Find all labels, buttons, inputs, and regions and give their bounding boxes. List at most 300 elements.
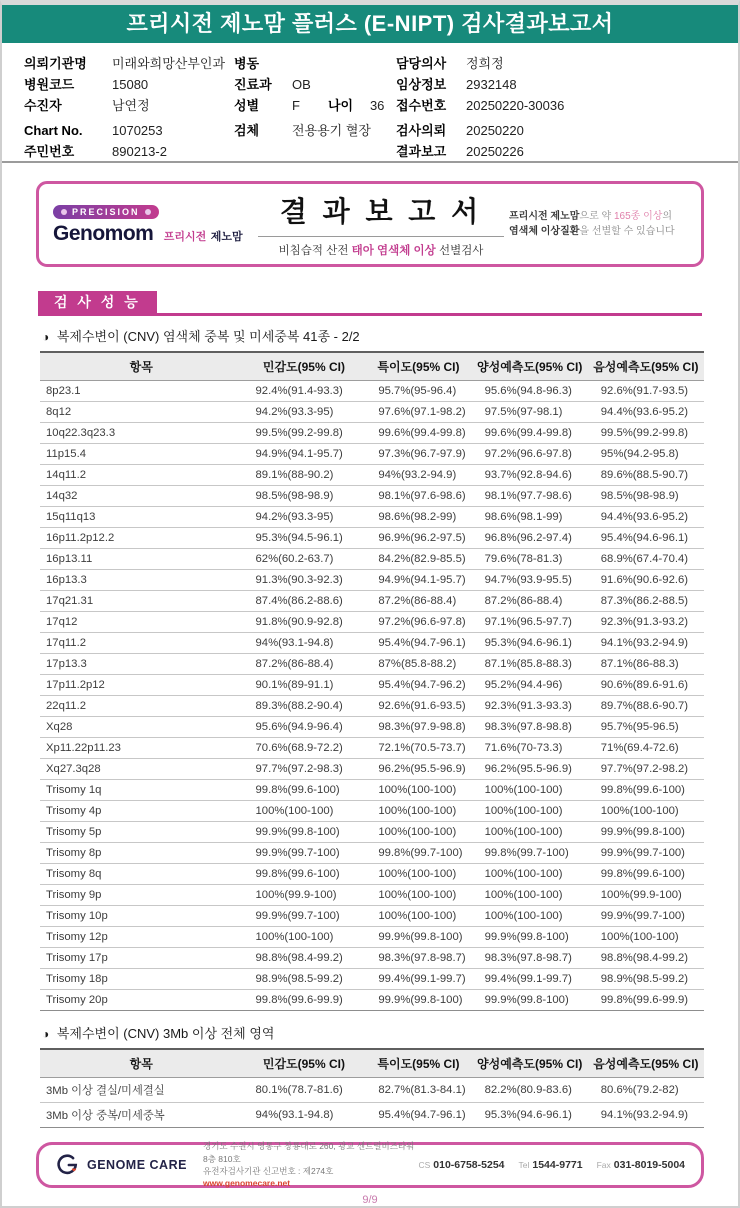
row-value: 94.4%(93.6-95.2)	[588, 507, 704, 528]
field-label: 접수번호	[396, 98, 447, 113]
row-value: 98.1%(97.6-98.6)	[365, 486, 471, 507]
table-row	[40, 927, 704, 948]
table-row	[40, 738, 704, 759]
table-row	[40, 759, 704, 780]
row-value: 68.9%(67.4-70.4)	[588, 549, 704, 570]
website-link[interactable]: www.genomecare.net	[203, 1178, 291, 1189]
report-title-banner	[2, 5, 738, 43]
table-row	[40, 423, 704, 444]
field-label: 임상정보	[396, 77, 447, 92]
row-item: Trisomy 5p	[40, 822, 243, 843]
row-value: 70.6%(68.9-72.2)	[243, 738, 366, 759]
table1-caption	[42, 326, 738, 345]
row-value: 100%(100-100)	[243, 927, 366, 948]
half-circle-bullet-icon: ◑	[42, 330, 50, 344]
row-value: 99.6%(99.4-99.8)	[365, 423, 471, 444]
row-value: 87.2%(86-88.4)	[243, 654, 366, 675]
field-label: 결과보고	[396, 144, 447, 159]
row-value: 100%(100-100)	[365, 822, 471, 843]
field-value: 20250220	[466, 123, 524, 138]
table-row	[40, 549, 704, 570]
row-value: 71.6%(70-73.3)	[472, 738, 588, 759]
row-value: 94.1%(93.2-94.9)	[588, 633, 704, 654]
col-header-sensitivity: 민감도(95% CI)	[243, 352, 366, 381]
address-line-1: 경기도 수원시 영통구 창룡대로 260, 광교 센트럴비즈타워 8층 810호	[203, 1141, 415, 1164]
row-value: 96.9%(96.2-97.5)	[365, 528, 471, 549]
col-header-item: 항목	[40, 352, 243, 381]
row-value: 91.3%(90.3-92.3)	[243, 570, 366, 591]
row-value: 98.1%(97.7-98.6)	[472, 486, 588, 507]
row-value: 89.3%(88.2-90.4)	[243, 696, 366, 717]
row-value: 100%(100-100)	[365, 801, 471, 822]
row-item: Trisomy 18p	[40, 969, 243, 990]
table1-caption-text: 복제수변이 (CNV) 염색체 중복 및 미세중복 41종 - 2/2	[56, 329, 360, 344]
row-value: 100%(100-100)	[365, 885, 471, 906]
table-row	[40, 486, 704, 507]
table-row	[40, 843, 704, 864]
table2-caption	[42, 1023, 738, 1042]
row-value: 62%(60.2-63.7)	[243, 549, 366, 570]
field-value: OB	[292, 77, 311, 92]
row-value: 84.2%(82.9-85.5)	[365, 549, 471, 570]
field-value: 20250220-30036	[466, 98, 565, 113]
row-item: 3Mb 이상 결실/미세결실	[40, 1078, 243, 1103]
row-value: 99.4%(99.1-99.7)	[365, 969, 471, 990]
row-value: 99.8%(99.6-100)	[243, 780, 366, 801]
row-value: 99.9%(99.8-100)	[243, 822, 366, 843]
row-value: 95.6%(94.9-96.4)	[243, 717, 366, 738]
row-value: 98.9%(98.5-99.2)	[243, 969, 366, 990]
cs-label: CS	[418, 1160, 431, 1170]
table-row	[40, 801, 704, 822]
note-line-1	[509, 209, 687, 225]
row-item: Xp11.22p11.23	[40, 738, 243, 759]
row-value: 87.1%(85.8-88.3)	[472, 654, 588, 675]
row-value: 94.2%(93.3-95)	[243, 507, 366, 528]
patient-info-col-3	[396, 54, 564, 163]
table-row	[40, 444, 704, 465]
row-item: 10q22.3q23.3	[40, 423, 243, 444]
table-row	[40, 465, 704, 486]
col-header-item: 항목	[40, 1049, 243, 1078]
result-report-title-block	[253, 190, 509, 258]
table-row	[40, 1078, 704, 1103]
patient-info-col-2	[234, 54, 384, 142]
col-header-ppv: 양성예측도(95% CI)	[472, 352, 588, 381]
genome-care-logo-icon	[55, 1153, 81, 1177]
field-patient-name	[24, 96, 225, 116]
field-value: 정희정	[466, 56, 504, 71]
row-value: 100%(100-100)	[243, 801, 366, 822]
row-value: 94.2%(93.3-95)	[243, 402, 366, 423]
field-value: 20250226	[466, 144, 524, 159]
row-value: 82.7%(81.3-84.1)	[365, 1078, 471, 1103]
field-clinical-info	[396, 75, 564, 95]
row-value: 98.3%(97.8-98.8)	[472, 717, 588, 738]
row-item: 17p11.2p12	[40, 675, 243, 696]
row-value: 95.4%(94.7-96.1)	[365, 1103, 471, 1128]
row-value: 80.1%(78.7-81.6)	[243, 1078, 366, 1103]
row-value: 94.9%(94.1-95.7)	[243, 444, 366, 465]
brand-line	[53, 222, 253, 246]
badge-dot-icon	[61, 209, 67, 215]
row-value: 99.8%(99.7-100)	[472, 843, 588, 864]
row-value: 100%(100-100)	[472, 885, 588, 906]
field-label: Chart No.	[24, 123, 83, 138]
row-value: 95.2%(94.4-96)	[472, 675, 588, 696]
row-item: 16p13.11	[40, 549, 243, 570]
section-test-performance	[38, 291, 702, 316]
row-value: 99.9%(99.7-100)	[243, 906, 366, 927]
field-value: 미래와희망산부인과	[112, 56, 226, 71]
field-value: 1070253	[112, 123, 163, 138]
row-value: 93.7%(92.8-94.6)	[472, 465, 588, 486]
row-value: 87.2%(86-88.4)	[365, 591, 471, 612]
table-row	[40, 948, 704, 969]
row-value: 97.6%(97.1-98.2)	[365, 402, 471, 423]
brand-kr-genomom: 제노맘	[210, 231, 243, 243]
table-row	[40, 402, 704, 423]
row-value: 100%(100-100)	[472, 780, 588, 801]
row-value: 94%(93.1-94.8)	[243, 1103, 366, 1128]
row-value: 94%(93.1-94.8)	[243, 633, 366, 654]
row-value: 95.3%(94.6-96.1)	[472, 633, 588, 654]
field-value: 전용용기 혈장	[292, 123, 371, 138]
result-report-title: 결 과 보 고 서	[258, 190, 504, 237]
field-label: 검사의뢰	[396, 123, 447, 138]
field-receipt-no	[396, 96, 564, 116]
row-value: 87%(85.8-88.2)	[365, 654, 471, 675]
table-row	[40, 696, 704, 717]
row-item: 15q11q13	[40, 507, 243, 528]
screening-note	[509, 209, 687, 240]
field-label: 성별	[234, 98, 260, 113]
row-item: 8q12	[40, 402, 243, 423]
col-header-specificity: 특이도(95% CI)	[365, 352, 471, 381]
row-item: Xq27.3q28	[40, 759, 243, 780]
row-value: 99.8%(99.6-99.9)	[588, 990, 704, 1011]
half-circle-bullet-icon: ◑	[42, 1027, 50, 1041]
footer-contact	[418, 1159, 685, 1171]
table-row	[40, 570, 704, 591]
row-value: 99.9%(99.8-100)	[588, 822, 704, 843]
table-row	[40, 906, 704, 927]
col-header-npv: 음성예측도(95% CI)	[588, 352, 704, 381]
row-value: 90.1%(89-91.1)	[243, 675, 366, 696]
row-value: 98.3%(97.8-98.7)	[472, 948, 588, 969]
row-value: 91.6%(90.6-92.6)	[588, 570, 704, 591]
row-value: 100%(100-100)	[588, 801, 704, 822]
field-label: 수진자	[24, 98, 62, 113]
table2-caption-text: 복제수변이 (CNV) 3Mb 이상 전체 영역	[56, 1026, 275, 1041]
row-value: 87.4%(86.2-88.6)	[243, 591, 366, 612]
field-value: 890213-2	[112, 144, 167, 159]
row-value: 95.4%(94.6-96.1)	[588, 528, 704, 549]
row-value: 95%(94.2-95.8)	[588, 444, 704, 465]
table-row	[40, 717, 704, 738]
row-value: 98.3%(97.8-98.7)	[365, 948, 471, 969]
field-label: 담당의사	[396, 56, 447, 71]
table-header-row	[40, 352, 704, 381]
row-item: 17q21.31	[40, 591, 243, 612]
fax-value: 031-8019-5004	[613, 1159, 685, 1171]
field-ward	[234, 54, 384, 74]
note-brand: 프리시전 제노맘	[509, 210, 580, 222]
row-value: 87.3%(86.2-88.5)	[588, 591, 704, 612]
field-value-age: 36	[369, 98, 385, 113]
precision-badge	[53, 205, 159, 219]
cnv-3mb-region-table	[40, 1048, 704, 1128]
row-value: 100%(100-100)	[588, 927, 704, 948]
row-value: 100%(100-100)	[472, 801, 588, 822]
row-value: 95.7%(95-96.4)	[365, 381, 471, 402]
row-value: 95.4%(94.7-96.2)	[365, 675, 471, 696]
table-row	[40, 591, 704, 612]
row-value: 89.1%(88-90.2)	[243, 465, 366, 486]
row-value: 95.6%(94.8-96.3)	[472, 381, 588, 402]
row-value: 97.5%(97-98.1)	[472, 402, 588, 423]
field-label-age: 나이	[327, 98, 354, 113]
note-mid: 으로 약	[579, 210, 614, 222]
row-value: 98.8%(98.4-99.2)	[243, 948, 366, 969]
row-value: 100%(100-100)	[472, 822, 588, 843]
row-item: 14q11.2	[40, 465, 243, 486]
field-value: F	[292, 98, 300, 113]
table-header-row	[40, 1049, 704, 1078]
field-label: 주민번호	[24, 144, 75, 159]
row-value: 98.5%(98-98.9)	[588, 486, 704, 507]
row-value: 97.1%(96.5-97.7)	[472, 612, 588, 633]
row-item: 16p11.2p12.2	[40, 528, 243, 549]
row-value: 98.9%(98.5-99.2)	[588, 969, 704, 990]
badge-label: PRECISION	[72, 207, 140, 217]
row-value: 94.1%(93.2-94.9)	[588, 1103, 704, 1128]
table-row	[40, 822, 704, 843]
table-row	[40, 864, 704, 885]
row-value: 97.7%(97.2-98.3)	[243, 759, 366, 780]
table-row	[40, 612, 704, 633]
row-value: 92.6%(91.7-93.5)	[588, 381, 704, 402]
section-title-tab: 검 사 성 능	[38, 291, 157, 313]
field-label: 진료과	[234, 77, 272, 92]
row-item: Trisomy 20p	[40, 990, 243, 1011]
genome-care-logo	[55, 1153, 203, 1177]
table-row	[40, 528, 704, 549]
table-row	[40, 381, 704, 402]
row-value: 98.6%(98.2-99)	[365, 507, 471, 528]
row-value: 99.5%(99.2-99.8)	[243, 423, 366, 444]
row-item: 11p15.4	[40, 444, 243, 465]
note-disease: 염색체 이상질환	[509, 226, 580, 237]
row-value: 98.5%(98-98.9)	[243, 486, 366, 507]
footer	[36, 1142, 704, 1188]
tel-value: 1544-9771	[532, 1159, 583, 1171]
row-value: 99.8%(99.6-100)	[588, 864, 704, 885]
field-label: 의뢰기관명	[24, 56, 87, 71]
row-value: 96.8%(96.2-97.4)	[472, 528, 588, 549]
row-value: 92.3%(91.3-93.2)	[588, 612, 704, 633]
address-line-2: 유전자검사기관 신고번호 : 제274호	[203, 1166, 334, 1176]
field-doctor	[396, 54, 564, 74]
table-row	[40, 675, 704, 696]
row-value: 92.3%(91.3-93.3)	[472, 696, 588, 717]
row-value: 98.6%(98.1-99)	[472, 507, 588, 528]
row-value: 89.6%(88.5-90.7)	[588, 465, 704, 486]
subtitle-pre: 비침습적 산전	[278, 245, 352, 257]
row-value: 94.4%(93.6-95.2)	[588, 402, 704, 423]
row-item: 14q32	[40, 486, 243, 507]
field-chart-no	[24, 121, 225, 141]
field-order-date	[396, 121, 564, 141]
row-item: Trisomy 1q	[40, 780, 243, 801]
row-value: 100%(99.9-100)	[588, 885, 704, 906]
row-value: 100%(100-100)	[472, 864, 588, 885]
row-value: 100%(100-100)	[365, 864, 471, 885]
patient-info-section	[2, 45, 738, 163]
row-value: 87.2%(86-88.4)	[472, 591, 588, 612]
row-value: 97.2%(96.6-97.8)	[365, 612, 471, 633]
table-row	[40, 507, 704, 528]
row-value: 97.3%(96.7-97.9)	[365, 444, 471, 465]
row-item: Trisomy 17p	[40, 948, 243, 969]
row-value: 100%(100-100)	[365, 780, 471, 801]
row-value: 99.9%(99.8-100)	[365, 927, 471, 948]
table-row	[40, 990, 704, 1011]
row-value: 99.8%(99.6-99.9)	[243, 990, 366, 1011]
row-value: 99.9%(99.7-100)	[588, 906, 704, 927]
note-end2: 을 선별할 수 있습니다	[579, 226, 675, 237]
field-label: 검체	[234, 123, 260, 138]
row-value: 82.2%(80.9-83.6)	[472, 1078, 588, 1103]
row-value: 95.7%(95-96.5)	[588, 717, 704, 738]
subtitle-highlight: 태아 염색체 이상	[351, 245, 436, 257]
row-item: 17p13.3	[40, 654, 243, 675]
row-value: 94.7%(93.9-95.5)	[472, 570, 588, 591]
subtitle-post: 선별검사	[435, 245, 484, 257]
row-value: 99.9%(99.8-100)	[472, 927, 588, 948]
brand-kr-precision: 프리시전	[163, 231, 207, 243]
fax-number	[597, 1159, 685, 1171]
field-report-date	[396, 142, 564, 162]
row-value: 99.8%(99.6-100)	[243, 864, 366, 885]
table-row	[40, 633, 704, 654]
genomom-logo	[53, 202, 253, 246]
table-row	[40, 969, 704, 990]
row-item: 17q11.2	[40, 633, 243, 654]
cnv-microduplication-table	[40, 351, 704, 1011]
row-value: 100%(100-100)	[365, 906, 471, 927]
row-value: 91.8%(90.9-92.8)	[243, 612, 366, 633]
note-count: 165종 이상	[613, 210, 663, 222]
row-item: 16p13.3	[40, 570, 243, 591]
field-hospital-code	[24, 75, 225, 95]
col-header-specificity: 특이도(95% CI)	[365, 1049, 471, 1078]
row-item: 22q11.2	[40, 696, 243, 717]
row-value: 72.1%(70.5-73.7)	[365, 738, 471, 759]
row-value: 89.7%(88.6-90.7)	[588, 696, 704, 717]
field-resident-no	[24, 142, 225, 162]
result-report-subtitle	[253, 242, 509, 258]
note-line-2	[509, 224, 687, 240]
row-value: 99.5%(99.2-99.8)	[588, 423, 704, 444]
field-department	[234, 75, 384, 95]
row-value: 79.6%(78-81.3)	[472, 549, 588, 570]
row-value: 94.9%(94.1-95.7)	[365, 570, 471, 591]
col-header-npv: 음성예측도(95% CI)	[588, 1049, 704, 1078]
row-item: Trisomy 10p	[40, 906, 243, 927]
table-row	[40, 780, 704, 801]
row-value: 98.8%(98.4-99.2)	[588, 948, 704, 969]
row-value: 99.4%(99.1-99.7)	[472, 969, 588, 990]
row-value: 95.3%(94.5-96.1)	[243, 528, 366, 549]
col-header-ppv: 양성예측도(95% CI)	[472, 1049, 588, 1078]
row-item: 8p23.1	[40, 381, 243, 402]
fax-label: Fax	[596, 1160, 611, 1170]
tel-number	[519, 1159, 583, 1171]
row-value: 94%(93.2-94.9)	[365, 465, 471, 486]
result-report-banner	[36, 181, 704, 267]
row-value: 96.2%(95.5-96.9)	[365, 759, 471, 780]
row-value: 80.6%(79.2-82)	[588, 1078, 704, 1103]
row-value: 99.9%(99.8-100)	[365, 990, 471, 1011]
cs-number	[418, 1159, 504, 1171]
row-item: 3Mb 이상 중복/미세중복	[40, 1103, 243, 1128]
row-value: 97.2%(96.6-97.8)	[472, 444, 588, 465]
col-header-sensitivity: 민감도(95% CI)	[243, 1049, 366, 1078]
footer-address	[203, 1140, 418, 1189]
row-item: Trisomy 9p	[40, 885, 243, 906]
row-item: Trisomy 12p	[40, 927, 243, 948]
row-value: 99.8%(99.7-100)	[365, 843, 471, 864]
field-institution	[24, 54, 225, 74]
row-value: 95.4%(94.7-96.1)	[365, 633, 471, 654]
field-label: 병원코드	[24, 77, 75, 92]
row-item: Xq28	[40, 717, 243, 738]
badge-dot-icon	[145, 209, 151, 215]
row-value: 99.9%(99.8-100)	[472, 990, 588, 1011]
field-value: 2932148	[466, 77, 517, 92]
row-value: 100%(99.9-100)	[243, 885, 366, 906]
field-specimen	[234, 121, 384, 141]
note-end1: 의	[662, 210, 673, 222]
brand-name: Genomom	[53, 222, 154, 245]
row-value: 100%(100-100)	[472, 906, 588, 927]
table-row	[40, 885, 704, 906]
table-row	[40, 1103, 704, 1128]
cs-value: 010-6758-5254	[433, 1159, 505, 1171]
row-value: 90.6%(89.6-91.6)	[588, 675, 704, 696]
row-item: Trisomy 8q	[40, 864, 243, 885]
row-value: 71%(69.4-72.6)	[588, 738, 704, 759]
row-value: 99.9%(99.7-100)	[588, 843, 704, 864]
row-value: 92.4%(91.4-93.3)	[243, 381, 366, 402]
row-item: 17q12	[40, 612, 243, 633]
field-sex-age	[234, 96, 384, 116]
company-name: GENOME CARE	[87, 1158, 187, 1172]
row-value: 99.9%(99.7-100)	[243, 843, 366, 864]
row-value: 99.6%(99.4-99.8)	[472, 423, 588, 444]
row-value: 97.7%(97.2-98.2)	[588, 759, 704, 780]
field-value: 남연정	[112, 98, 150, 113]
row-value: 92.6%(91.6-93.5)	[365, 696, 471, 717]
table-row	[40, 654, 704, 675]
row-value: 87.1%(86-88.3)	[588, 654, 704, 675]
row-item: Trisomy 4p	[40, 801, 243, 822]
row-value: 98.3%(97.9-98.8)	[365, 717, 471, 738]
row-item: Trisomy 8p	[40, 843, 243, 864]
tel-label: Tel	[518, 1160, 530, 1170]
row-value: 99.8%(99.6-100)	[588, 780, 704, 801]
